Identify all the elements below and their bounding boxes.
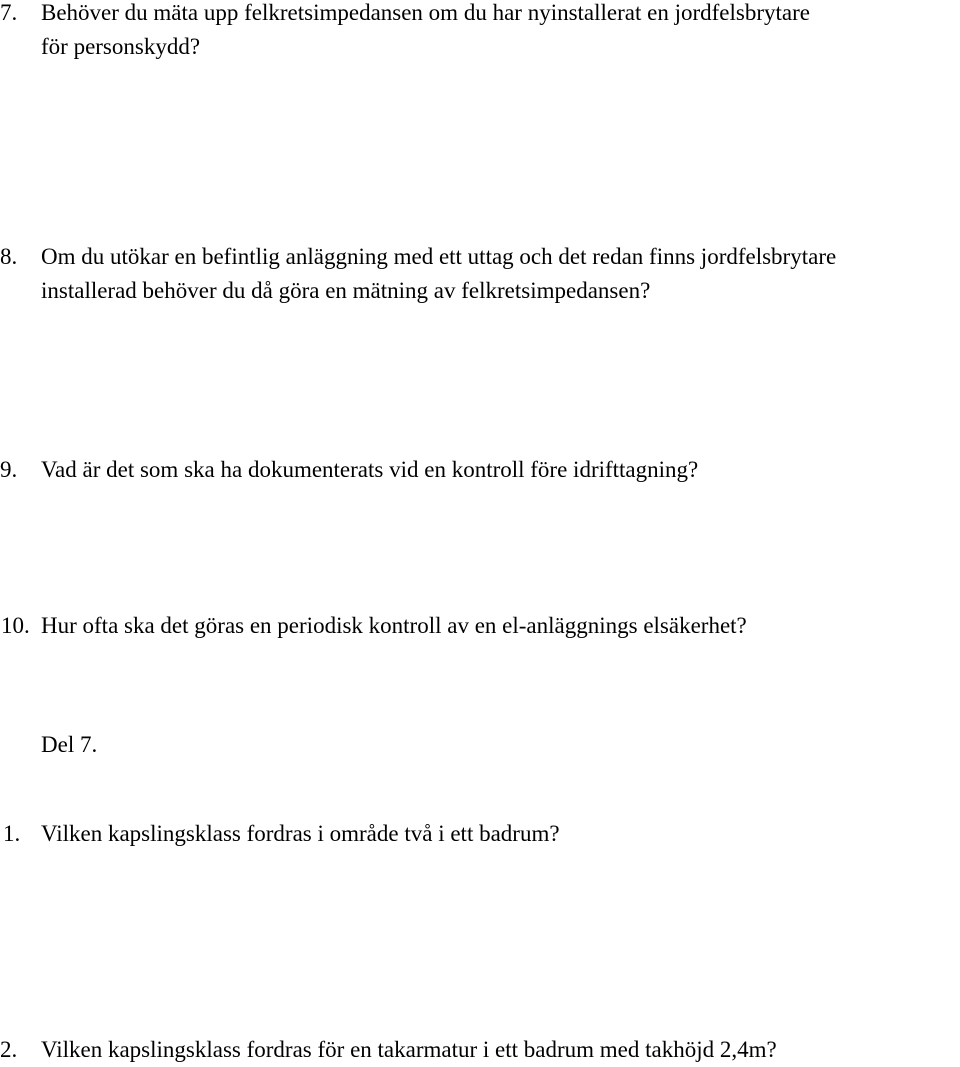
- question-text: Hur ofta ska det göras en periodisk kontroll av en el-anläggnings elsäkerhet?: [41, 613, 747, 638]
- question-line: [0, 453, 960, 487]
- section-heading: Del 7.: [41, 732, 98, 757]
- question-line: [0, 609, 960, 643]
- question-text: för personskydd?: [41, 34, 201, 59]
- section-heading-line: [0, 728, 960, 762]
- question-text: Om du utökar en befintlig anläggning med ett uttag och det redan finns jordfelsbrytare: [41, 244, 837, 269]
- question-text: Behöver du mäta upp felkretsimpedansen om du har nyinstallerat en jordfelsbrytare: [41, 0, 810, 25]
- question-number: 8.: [0, 244, 18, 269]
- question-text: Vad är det som ska ha dokumenterats vid en kontroll före idrifttagning?: [41, 457, 699, 482]
- question-number: 2.: [0, 1037, 18, 1062]
- question-7: [0, 0, 960, 64]
- question-line: [0, 240, 960, 274]
- question-line: [0, 274, 960, 308]
- question-text: Vilken kapslingsklass fordras för en takarmatur i ett badrum med takhöjd 2,4m?: [41, 1037, 777, 1062]
- question-line: [0, 817, 960, 851]
- question-number: 10.: [1, 613, 30, 638]
- question-line: [0, 1033, 960, 1067]
- question-text: installerad behöver du då göra en mätning av felkretsimpedansen?: [41, 278, 651, 303]
- question-8: [0, 240, 960, 308]
- question-number: 7.: [0, 0, 18, 25]
- question-line: [0, 30, 960, 64]
- question-part7-2: [0, 1033, 960, 1067]
- question-9: [0, 453, 960, 487]
- section-heading-del-7: [0, 728, 960, 762]
- question-number: 1.: [3, 821, 21, 846]
- question-text: Vilken kapslingsklass fordras i område två i ett badrum?: [41, 821, 560, 846]
- question-part7-1: [0, 817, 960, 851]
- question-10: [0, 609, 960, 643]
- question-line: [0, 0, 960, 30]
- question-number: 9.: [0, 457, 18, 482]
